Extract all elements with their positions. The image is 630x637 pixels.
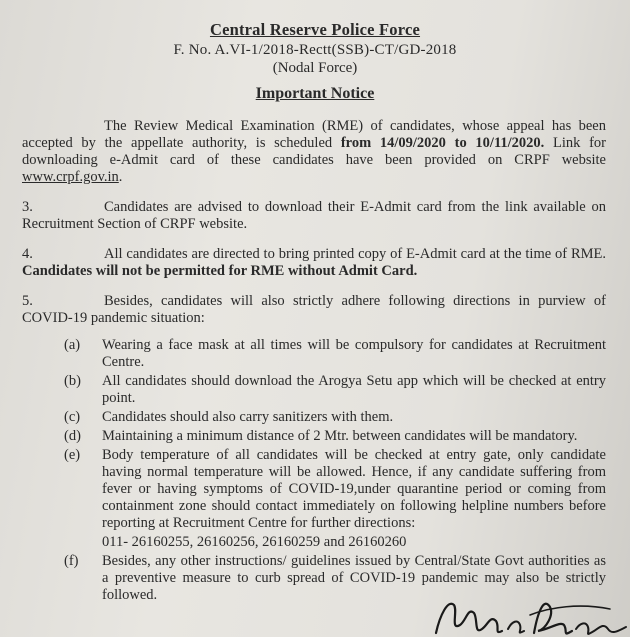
notice-title: Important Notice: [255, 85, 375, 102]
p4-text: All candidates are directed to bring printed copy of E-Admit card at the time of RME.: [104, 246, 606, 262]
item-label: (c): [64, 409, 81, 425]
rme-dates: from 14/09/2020 to 10/11/2020.: [340, 135, 545, 151]
signature-graphic: [430, 585, 630, 637]
covid-directions-list: [64, 337, 606, 604]
p1-text-a: The Review Medical Examination (RME) of candidates, whose appeal has been accepted by the appellate authority, is scheduled: [22, 118, 606, 151]
p1-text-b: Link for downloading e-Admit card of these candidates have been provided on CRPF website: [22, 135, 606, 168]
item-text: Maintaining a minimum distance of 2 Mtr. between candidates will be mandatory.: [102, 428, 578, 444]
crpf-website-link[interactable]: www.crpf.gov.in: [22, 169, 119, 185]
paragraph-number: 5.: [22, 293, 33, 309]
item-text: Body temperature of all candidates will be checked at entry gate, only candidate having normal temperature will be allowed. Hence, if any candidate suffering from fever or having symptoms of COVID-19,under quarantine period or coming from containment zone should contact immediately on following helpline numbers before reporting at Recruitment Centre for further directions:: [102, 447, 606, 531]
handwritten-signature: [430, 585, 630, 637]
notice-body: [22, 118, 606, 604]
p3-text: Candidates are advised to download their E-Admit card from the link available on Recruitment Section of CRPF website.: [22, 199, 606, 232]
list-item: [64, 337, 606, 371]
nodal-force-label: (Nodal Force): [272, 60, 358, 76]
list-item: [64, 373, 606, 407]
notice-header: [0, 20, 630, 103]
paragraph-1: [22, 118, 606, 186]
paragraph-number: 4.: [22, 246, 33, 262]
helpline-numbers: 011- 26160255, 26160256, 26160259 and 26160260: [102, 534, 407, 550]
list-item: [64, 447, 606, 551]
organization-name: Central Reserve Police Force: [209, 20, 421, 39]
p5-text: Besides, candidates will also strictly adhere following directions in purview of COVID-19 pandemic situation:: [22, 293, 606, 326]
item-label: (e): [64, 447, 81, 463]
item-label: (b): [64, 373, 81, 389]
list-item: [64, 409, 606, 426]
item-text: Wearing a face mask at all times will be compulsory for candidates at Recruitment Centre.: [102, 337, 606, 370]
item-text-block: [102, 447, 606, 551]
paragraph-5: [22, 293, 606, 327]
item-text: Besides, any other instructions/ guidelines issued by Central/State Govt authorities as a preventive measure to curb spread of COVID-19 pandemic may also be strictly followed.: [102, 553, 606, 603]
item-label: (f): [64, 553, 79, 569]
p1-end: .: [118, 169, 123, 185]
item-label: (a): [64, 337, 81, 353]
item-text: All candidates should download the Arogya Setu app which will be checked at entry point.: [102, 373, 606, 406]
paragraph-4: [22, 246, 606, 280]
item-text: Candidates should also carry sanitizers with them.: [102, 409, 394, 425]
file-number: F. No. A.VI-1/2018-Rectt(SSB)-CT/GD-2018: [173, 42, 457, 58]
item-label: (d): [64, 428, 81, 444]
paragraph-number: 3.: [22, 199, 33, 215]
admit-card-warning: Candidates will not be permitted for RME without Admit Card.: [22, 263, 418, 279]
paragraph-3: [22, 199, 606, 233]
list-item: [64, 428, 606, 445]
